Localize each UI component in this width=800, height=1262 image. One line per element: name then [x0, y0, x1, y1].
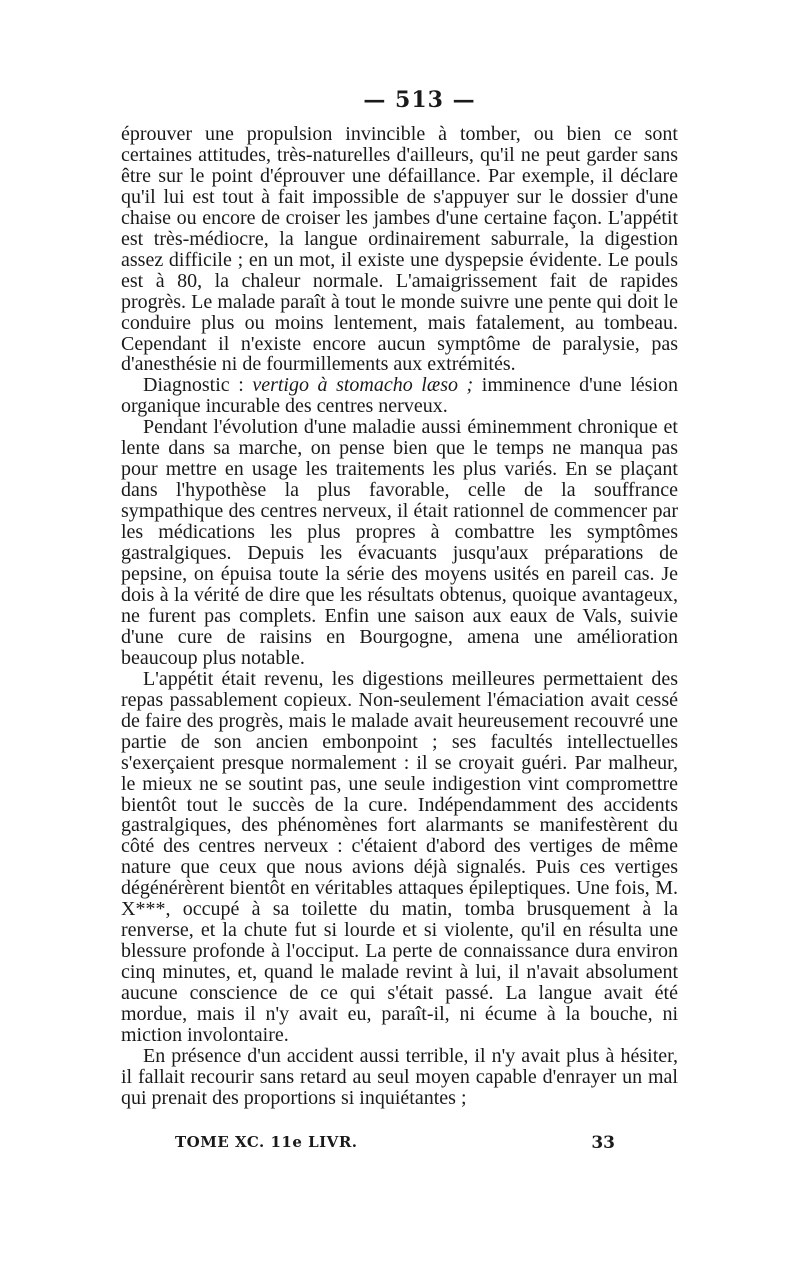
page-footer — [175, 1133, 615, 1153]
paragraph-3: Pendant l'évolution d'une maladie aussi éminemment chronique et lente dans sa marche, on pense bien que le temps ne manqua pas pour mettre en usage les traitements les plus variés. En se plaçant dans l'hypothèse la plus favorable, celle de la souffrance sympathique des centres nerveux, il était rationnel de commencer par les médications les plus propres à combattre les symptômes gastralgiques. Depuis les évacuants jusqu'aux préparations de pepsine, on épuisa toute la série des moyens usités en pareil cas. Je dois à la vérité de dire que les résultats obtenus, quoique avantageux, ne furent pas complets. Enfin une saison aux eaux de Vals, suivie d'une cure de raisins en Bourgogne, amena une amélioration beaucoup plus notable. — [121, 416, 678, 669]
paragraph-diagnostic — [121, 375, 678, 417]
signature-number: 33 — [591, 1133, 615, 1153]
diagnostic-label: Diagnostic : — [143, 374, 253, 397]
paragraph-4: L'appétit était revenu, les digestions meilleures permettaient des repas passablement copieux. Non-seulement l'émaciation avait cessé de faire des progrès, mais le malade avait heureusement recouvré une partie de son ancien embonpoint ; ses facultés intellectuelles s'exerçaient presque normalement : il se croyait guéri. Par malheur, le mieux ne se soutint pas, une seule indigestion vint compromettre bientôt tout le succès de la cure. Indépendamment des accidents gastralgiques, des phénomènes fort alarmants se manifestèrent du côté des centres nerveux : c'étaient d'abord des vertiges de même nature que ceux que nous avions déjà signalés. Puis ces vertiges dégénérèrent bientôt en véritables attaques épileptiques. Une fois, M. X***, occupé à sa toilette du matin, tomba brusquement à la renverse, et la chute fut si lourde et si violente, qu'il en résulta une blessure profonde à l'occiput. La perte de connaissance dura environ cinq minutes, et, quand le malade revint à lui, il n'avait absolument aucune conscience de ce qui s'était passé. La langue avait été mordue, mais il n'y avait eu, paraît-il, ni écume à la bouche, ni miction involontaire. — [121, 667, 678, 1046]
body-text — [121, 124, 678, 1109]
diagnostic-latin: vertigo à stomacho læso ; — [252, 374, 474, 397]
signature-mark: TOME XC. 11e LIVR. — [175, 1133, 358, 1151]
paragraph-1: éprouver une propulsion invincible à tomber, ou bien ce sont certaines attitudes, très-naturelles d'ailleurs, qu'il ne peut garder sans être sur le point d'éprouver une défaillance. Par exemple, il déclare qu'il lui est tout à fait impossible de s'appuyer sur le dossier d'une chaise ou encore de croiser les jambes d'une certaine façon. L'appétit est très-médiocre, la langue ordinairement saburrale, la digestion assez difficile ; en un mot, il existe une dyspepsie évidente. Le pouls est à 80, la chaleur normale. L'amaigrissement fait de rapides progrès. Le malade paraît à tout le monde suivre une pente qui doit le conduire plus ou moins lentement, mais fatalement, au tombeau. Cependant il n'existe encore aucun symptôme de paralysie, pas d'anesthésie ni de fourmillements aux extrémités. — [121, 123, 678, 376]
page-number: — 513 — — [363, 87, 476, 113]
paragraph-5: En présence d'un accident aussi terrible, il n'y avait plus à hésiter, il fallait recourir sans retard au seul moyen capable d'enrayer un mal qui prenait des proportions si inquiétantes ; — [121, 1044, 678, 1109]
diagnostic-text: imminence d'une lésion organique incurable des centres nerveux. — [121, 374, 678, 418]
page — [121, 88, 678, 1109]
